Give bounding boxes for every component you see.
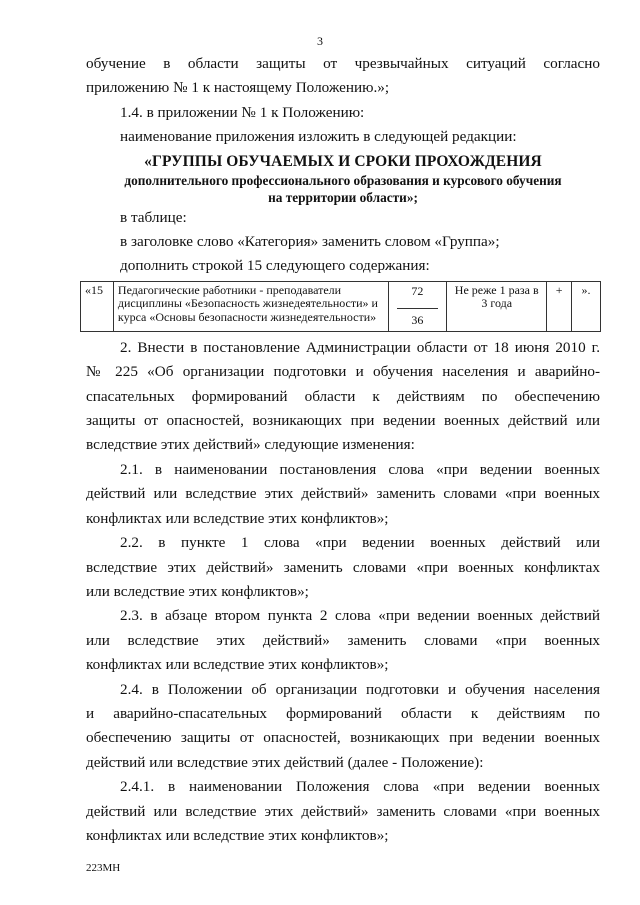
text-line: конфликтах или вследствие этих конфликтов»; <box>86 656 389 674</box>
hours-bottom: 36 <box>411 313 424 328</box>
heading-line-1: «ГРУППЫ ОБУЧАЕМЫХ И СРОКИ ПРОХОЖДЕНИЯ <box>144 152 542 170</box>
in-table-instruction: в таблице: <box>120 208 187 226</box>
text-line: 2.3. в абзаце втором пункта 2 слова «при ведении военных действий <box>120 607 600 625</box>
row-mark-cell: + <box>547 281 572 331</box>
heading-line-3: на территории области»; <box>268 189 418 205</box>
item-2-3 <box>86 604 600 677</box>
item-2-4-1 <box>86 775 600 848</box>
section-2 <box>86 336 600 458</box>
text-line: конфликтах или вследствие этих конфликтов»; <box>86 509 389 527</box>
text-line: конфликтах или вследствие этих конфликтов»; <box>86 826 389 844</box>
hours-top: 72 <box>397 282 439 310</box>
text-line: приложению № 1 к настоящему Положению.»; <box>86 79 390 97</box>
rename-instruction: наименование приложения изложить в следующей редакции: <box>120 128 517 146</box>
text-line: действий или вследствие этих действий» заменить словами «при военных <box>86 485 600 503</box>
text-line: или вследствие этих конфликтов»; <box>86 582 309 600</box>
add-row-instruction: дополнить строкой 15 следующего содержания: <box>120 257 430 275</box>
heading-line-2: дополнительного профессионального образования и курсового обучения <box>124 172 562 188</box>
appendix-heading <box>86 152 600 206</box>
text-line: 2.1. в наименовании постановления слова «при ведении военных <box>120 460 600 478</box>
row-closing-cell: ». <box>572 281 601 331</box>
text-line: и аварийно-спасательных формирований области к действиям по <box>86 704 600 722</box>
text-line: обеспечению защиты от опасностей, возникающих при ведении военных <box>86 729 600 747</box>
text-line: 2. Внести в постановление Администрации области от 18 июня 2010 г. <box>120 338 600 356</box>
row-frequency-cell: Не реже 1 раза в 3 года <box>447 281 547 331</box>
text-line: 2.2. в пункте 1 слова «при ведении военных действий или <box>120 534 600 552</box>
inserted-row-table <box>80 281 601 332</box>
text-line: или вследствие этих действий» заменить словами «при военных <box>86 631 600 649</box>
item-2-1 <box>86 458 600 531</box>
text-line: вследствие этих действий» следующие изменения: <box>86 436 415 454</box>
item-2-2 <box>86 531 600 604</box>
text-line: 2.4. в Положении об организации подготовки и обучения населения <box>120 680 600 698</box>
header-replace-instruction: в заголовке слово «Категория» заменить словом «Группа»; <box>120 233 500 251</box>
table-row <box>81 281 601 331</box>
text-line: вследствие этих действий» заменить словами «при военных конфликтах <box>86 558 600 576</box>
text-line: обучение в области защиты от чрезвычайных ситуаций согласно <box>86 55 600 72</box>
row-hours-cell <box>388 281 447 331</box>
text-line: действий или вследствие этих действий (далее - Положение): <box>86 753 484 771</box>
text-line: спасательных формирований области к действиям по обеспечению <box>86 387 600 405</box>
document-code: 223МН <box>86 862 121 874</box>
text-line: защиты от опасностей, возникающих при ведении военных действий или <box>86 412 600 430</box>
text-line: № 225 «Об организации подготовки и обучения населения и аварийно- <box>86 363 600 381</box>
item-2-4 <box>86 678 600 776</box>
intro-paragraph <box>86 52 600 101</box>
text-line: 2.4.1. в наименовании Положения слова «при ведении военных <box>120 778 600 796</box>
row-name-cell: Педагогические работники - преподаватели дисциплины «Безопасность жизнедеятельности» и курса «Основы безопасности жизнедеятельности» <box>113 281 388 331</box>
document-body <box>86 52 600 848</box>
row-number-cell: «15 <box>81 281 114 331</box>
text-line: действий или вследствие этих действий» заменить словами «при военных <box>86 802 600 820</box>
page-number: 3 <box>317 34 323 48</box>
item-1-4: 1.4. в приложении № 1 к Положению: <box>120 103 365 121</box>
